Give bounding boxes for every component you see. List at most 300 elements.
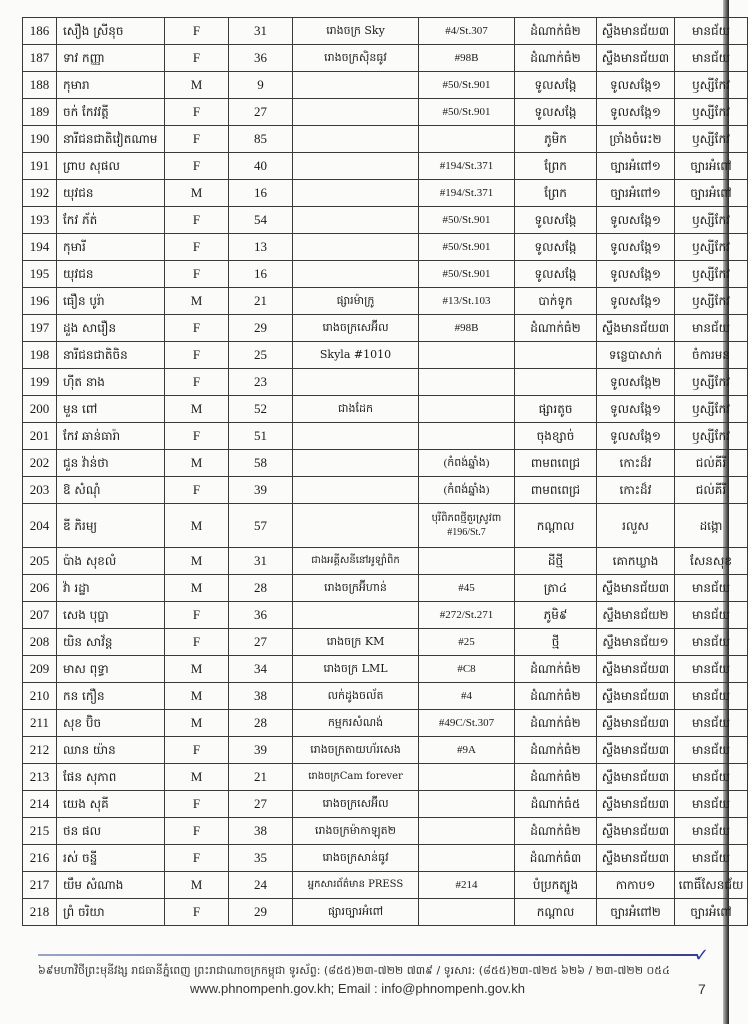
- cell-name: នារីជនជាតិវៀតណាម: [57, 126, 165, 153]
- cell-no: 198: [23, 342, 57, 369]
- cell-name: ប៉ាង សុខលំ: [57, 548, 165, 575]
- cell-district: មានជ័យ: [675, 45, 748, 72]
- cell-name: ឱ សំណុំ: [57, 477, 165, 504]
- table-row: [23, 180, 748, 207]
- cell-village: ថ្មី: [515, 629, 597, 656]
- cell-no: 187: [23, 45, 57, 72]
- cell-work: [293, 72, 419, 99]
- cell-commune: កាកាប១: [597, 872, 675, 899]
- cell-addr: [419, 548, 515, 575]
- cell-name: ដួង សារឿន: [57, 315, 165, 342]
- cell-age: 34: [229, 656, 293, 683]
- cell-sex: M: [165, 710, 229, 737]
- cell-work: [293, 602, 419, 629]
- table-row: [23, 369, 748, 396]
- cell-district: ឫស្សីកែវ: [675, 72, 748, 99]
- cell-village: [515, 369, 597, 396]
- cell-no: 210: [23, 683, 57, 710]
- cell-name: វ៉ា រដ្ឋា: [57, 575, 165, 602]
- cell-work: រោងចក្រស៊ិនធូវ: [293, 45, 419, 72]
- cell-commune: ស្ទឹងមានជ័យ៣: [597, 683, 675, 710]
- table-row: [23, 548, 748, 575]
- cell-age: 85: [229, 126, 293, 153]
- cell-commune: ទូលសង្កែ១: [597, 288, 675, 315]
- table-row: [23, 261, 748, 288]
- cell-addr: [419, 342, 515, 369]
- cell-village: បាក់ទូក: [515, 288, 597, 315]
- cell-age: 51: [229, 423, 293, 450]
- cell-district: មានជ័យ: [675, 656, 748, 683]
- cell-work: [293, 261, 419, 288]
- table-row: [23, 342, 748, 369]
- cell-work: រោងចក្រCam forever: [293, 764, 419, 791]
- cell-village: ផ្សារតូច: [515, 396, 597, 423]
- cell-commune: ទូលសង្កែ១: [597, 207, 675, 234]
- table-row: [23, 575, 748, 602]
- cell-name: នារីជនជាតិចិន: [57, 342, 165, 369]
- cell-addr: #25: [419, 629, 515, 656]
- cell-district: មានជ័យ: [675, 764, 748, 791]
- cell-village: ដំណាក់ធំ២: [515, 683, 597, 710]
- cell-age: 28: [229, 710, 293, 737]
- cell-commune: ទូលសង្កែ២: [597, 369, 675, 396]
- cell-addr: #50/St.901: [419, 72, 515, 99]
- cell-age: 36: [229, 45, 293, 72]
- cell-village: ទូលសង្កែ: [515, 207, 597, 234]
- cell-name: សឿង ស្រីនុច: [57, 18, 165, 45]
- cell-sex: M: [165, 872, 229, 899]
- cell-commune: ស្ទឹងមានជ័យ៣: [597, 710, 675, 737]
- cell-age: 27: [229, 791, 293, 818]
- cell-name: ផែន សុភាព: [57, 764, 165, 791]
- cell-village: ដំណាក់ធំ២: [515, 18, 597, 45]
- cell-commune: ទូលសង្កែ១: [597, 99, 675, 126]
- cell-work: [293, 504, 419, 548]
- cell-commune: ស្ទឹងមានជ័យ៣: [597, 845, 675, 872]
- cell-name: ទាវ កញ្ញា: [57, 45, 165, 72]
- cell-no: 197: [23, 315, 57, 342]
- cell-district: ឫស្សីកែវ: [675, 423, 748, 450]
- cell-commune: ទន្លេបាសាក់: [597, 342, 675, 369]
- cell-village: ព្រែក: [515, 180, 597, 207]
- table-row: [23, 791, 748, 818]
- cell-district: ជល់គីរី: [675, 450, 748, 477]
- cell-age: 40: [229, 153, 293, 180]
- cell-no: 201: [23, 423, 57, 450]
- cell-district: ច្បារអំពៅ: [675, 153, 748, 180]
- cell-work: អ្នកសារព័ត៌មាន PRESS: [293, 872, 419, 899]
- table-row: [23, 872, 748, 899]
- cell-addr-line: #196/St.7: [447, 526, 486, 538]
- cell-work: រោងចក្រម៉ាកាឡុត២: [293, 818, 419, 845]
- cell-age: 39: [229, 737, 293, 764]
- cell-work: ជាងដែក: [293, 396, 419, 423]
- cell-work: ជាងអគ្គីសនីនៅអូឡាំពិក: [293, 548, 419, 575]
- table-row: [23, 683, 748, 710]
- registry-table: [22, 17, 748, 926]
- cell-commune: ទូលសង្កែ១: [597, 261, 675, 288]
- table-row: [23, 450, 748, 477]
- cell-name: ធឿន បូរ៉ា: [57, 288, 165, 315]
- cell-village: ត្រា៤: [515, 575, 597, 602]
- cell-no: 207: [23, 602, 57, 629]
- cell-no: 199: [23, 369, 57, 396]
- table-row: [23, 656, 748, 683]
- cell-addr: #4/St.307: [419, 18, 515, 45]
- cell-addr: #C8: [419, 656, 515, 683]
- table-row: [23, 72, 748, 99]
- cell-no: 211: [23, 710, 57, 737]
- cell-age: 58: [229, 450, 293, 477]
- cell-sex: M: [165, 504, 229, 548]
- cell-commune: ស្ទឹងមានជ័យ៣: [597, 575, 675, 602]
- cell-commune: ទូលសង្កែ១: [597, 423, 675, 450]
- cell-name: មួន ពៅ: [57, 396, 165, 423]
- cell-name: យឹម សំណាង: [57, 872, 165, 899]
- cell-village: [515, 342, 597, 369]
- cell-addr: #49C/St.307: [419, 710, 515, 737]
- footer-web-email: www.phnompenh.gov.kh; Email : info@phnompenh.gov.kh: [190, 981, 526, 996]
- cell-name: យេង សុគី: [57, 791, 165, 818]
- cell-no: 216: [23, 845, 57, 872]
- cell-commune: កោះដ៏វ: [597, 477, 675, 504]
- table-row: [23, 396, 748, 423]
- cell-district: ឫស្សីកែវ: [675, 261, 748, 288]
- cell-addr: #50/St.901: [419, 207, 515, 234]
- cell-sex: M: [165, 396, 229, 423]
- cell-addr: [419, 504, 515, 548]
- cell-name: សេង បុប្ផា: [57, 602, 165, 629]
- cell-district: ដង្កោ: [675, 504, 748, 548]
- cell-name: រស់ ចន្នី: [57, 845, 165, 872]
- table-row: [23, 423, 748, 450]
- cell-district: ឫស្សីកែវ: [675, 234, 748, 261]
- cell-village: ដំណាក់ធំ២: [515, 315, 597, 342]
- cell-no: 214: [23, 791, 57, 818]
- table-row: [23, 737, 748, 764]
- cell-addr: #50/St.901: [419, 234, 515, 261]
- cell-district: ឫស្សីកែវ: [675, 99, 748, 126]
- cell-name: កុមារី: [57, 234, 165, 261]
- cell-commune: ស្ទឹងមានជ័យ៣: [597, 764, 675, 791]
- cell-name: យុវជន: [57, 261, 165, 288]
- cell-district: ឫស្សីកែវ: [675, 126, 748, 153]
- cell-work: [293, 423, 419, 450]
- table-row: [23, 818, 748, 845]
- table-row: [23, 504, 748, 548]
- table-row: [23, 315, 748, 342]
- cell-addr: [419, 764, 515, 791]
- cell-age: 24: [229, 872, 293, 899]
- cell-village: ពាមពពេជ្រ: [515, 477, 597, 504]
- cell-name: ព្រាប សុផល: [57, 153, 165, 180]
- cell-name: កែវ ភ័ត់: [57, 207, 165, 234]
- cell-village: ទូលសង្កែ: [515, 72, 597, 99]
- cell-name: កុមារា: [57, 72, 165, 99]
- cell-sex: F: [165, 126, 229, 153]
- cell-name: សុខ ប៊ិច: [57, 710, 165, 737]
- footer-address: ៦៩មហាវិថីព្រះមុនីវង្ស រាជធានីភ្នំពេញ ព្រះរាជាណាចក្រកម្ពុជា ទូរស័ព្ទ: (៨៥៥)២៣-៧២២ ៧៣៩ / ទូរសារ: (៨៥៥)២៣-៧២៥ ៦២៦ / ២៣-៧២២ ០៥៤: [38, 964, 670, 977]
- cell-village: កណ្ដាល: [515, 899, 597, 926]
- table-row: [23, 899, 748, 926]
- cell-sex: F: [165, 845, 229, 872]
- cell-work: រោងចក្រ Sky: [293, 18, 419, 45]
- cell-sex: M: [165, 450, 229, 477]
- cell-commune: គោកឃ្លាង: [597, 548, 675, 575]
- cell-age: 25: [229, 342, 293, 369]
- cell-commune: កោះដ៏វ: [597, 450, 675, 477]
- cell-sex: F: [165, 18, 229, 45]
- cell-name: យិន សាវ័ន្ត: [57, 629, 165, 656]
- table-row: [23, 45, 748, 72]
- cell-commune: ទូលសង្កែ១: [597, 396, 675, 423]
- cell-age: 13: [229, 234, 293, 261]
- cell-village: បំប្រកត្បូង: [515, 872, 597, 899]
- cell-age: 21: [229, 764, 293, 791]
- cell-no: 195: [23, 261, 57, 288]
- cell-addr: #45: [419, 575, 515, 602]
- cell-village: ចុងខ្សាច់: [515, 423, 597, 450]
- cell-name: ឌី ភិរម្យ: [57, 504, 165, 548]
- cell-age: 31: [229, 548, 293, 575]
- cell-sex: M: [165, 72, 229, 99]
- cell-addr: #50/St.901: [419, 99, 515, 126]
- cell-commune: រលួស: [597, 504, 675, 548]
- cell-name: ចក់ កែវវត្តី: [57, 99, 165, 126]
- cell-age: 38: [229, 683, 293, 710]
- cell-sex: F: [165, 602, 229, 629]
- cell-addr-line: បុរីពិភពថ្មីតួរស្រូវពា: [431, 512, 502, 524]
- cell-name: ឈាន យ៉ាន: [57, 737, 165, 764]
- cell-name: ហ៊ីត នាង: [57, 369, 165, 396]
- cell-district: សែនសុខ: [675, 548, 748, 575]
- cell-work: [293, 153, 419, 180]
- cell-district: ឫស្សីកែវ: [675, 207, 748, 234]
- cell-village: ដំណាក់ធំ២: [515, 45, 597, 72]
- cell-age: 27: [229, 629, 293, 656]
- table-row: [23, 288, 748, 315]
- cell-work: រោងចក្រអ៊ីហាន់: [293, 575, 419, 602]
- cell-sex: F: [165, 45, 229, 72]
- cell-sex: F: [165, 899, 229, 926]
- cell-age: 29: [229, 899, 293, 926]
- cell-work: ផ្សារម៉ាក្រូ: [293, 288, 419, 315]
- cell-addr: [419, 126, 515, 153]
- cell-commune: ស្ទឹងមានជ័យ៣: [597, 18, 675, 45]
- cell-age: 28: [229, 575, 293, 602]
- cell-name: ព្រំ ចរិយា: [57, 899, 165, 926]
- cell-district: ឫស្សីកែវ: [675, 396, 748, 423]
- cell-no: 213: [23, 764, 57, 791]
- cell-addr: #9A: [419, 737, 515, 764]
- cell-sex: F: [165, 423, 229, 450]
- cell-sex: F: [165, 315, 229, 342]
- cell-village: ដំណាក់ធំ៣: [515, 845, 597, 872]
- cell-district: មានជ័យ: [675, 575, 748, 602]
- cell-commune: ស្ទឹងមានជ័យ២: [597, 602, 675, 629]
- cell-sex: F: [165, 207, 229, 234]
- table-row: [23, 710, 748, 737]
- cell-no: 212: [23, 737, 57, 764]
- cell-commune: ទូលសង្កែ១: [597, 72, 675, 99]
- cell-sex: F: [165, 99, 229, 126]
- table-row: [23, 126, 748, 153]
- cell-village: ព្រែក: [515, 153, 597, 180]
- cell-village: ភូមិក: [515, 126, 597, 153]
- cell-work: កម្មករសំណង់: [293, 710, 419, 737]
- cell-no: 186: [23, 18, 57, 45]
- cell-addr: [419, 791, 515, 818]
- cell-no: 203: [23, 477, 57, 504]
- cell-sex: F: [165, 737, 229, 764]
- cell-sex: F: [165, 629, 229, 656]
- cell-sex: F: [165, 818, 229, 845]
- cell-work: Skyla #1010: [293, 342, 419, 369]
- cell-addr: [419, 369, 515, 396]
- cell-commune: ទូលសង្កែ១: [597, 234, 675, 261]
- cell-no: 192: [23, 180, 57, 207]
- cell-sex: M: [165, 575, 229, 602]
- cell-age: 31: [229, 18, 293, 45]
- cell-age: 16: [229, 180, 293, 207]
- cell-no: 189: [23, 99, 57, 126]
- cell-district: ជល់គីរី: [675, 477, 748, 504]
- page-number: 7: [698, 981, 706, 997]
- cell-work: [293, 180, 419, 207]
- cell-age: 35: [229, 845, 293, 872]
- cell-work: [293, 477, 419, 504]
- cell-no: 208: [23, 629, 57, 656]
- cell-sex: M: [165, 288, 229, 315]
- cell-district: មានជ័យ: [675, 18, 748, 45]
- cell-work: [293, 99, 419, 126]
- cell-sex: F: [165, 791, 229, 818]
- cell-work: រោងចក្រតាយហ័រសេង: [293, 737, 419, 764]
- cell-village: ទូលសង្កែ: [515, 99, 597, 126]
- cell-village: ដំណាក់ធំ៥: [515, 791, 597, 818]
- cell-age: 29: [229, 315, 293, 342]
- cell-name: មាស ពុទ្ធា: [57, 656, 165, 683]
- cell-village: ដំណាក់ធំ២: [515, 818, 597, 845]
- cell-age: 21: [229, 288, 293, 315]
- cell-addr: [419, 845, 515, 872]
- footer-divider: [38, 954, 698, 956]
- cell-no: 193: [23, 207, 57, 234]
- signature-mark-icon: ✓: [694, 945, 710, 966]
- cell-district: មានជ័យ: [675, 818, 748, 845]
- cell-addr: #194/St.371: [419, 153, 515, 180]
- cell-work: [293, 234, 419, 261]
- cell-sex: F: [165, 153, 229, 180]
- cell-sex: F: [165, 234, 229, 261]
- cell-district: ចំការមន: [675, 342, 748, 369]
- cell-addr: #194/St.371: [419, 180, 515, 207]
- cell-commune: ស្ទឹងមានជ័យ៣: [597, 45, 675, 72]
- cell-commune: ស្ទឹងមានជ័យ៣: [597, 656, 675, 683]
- cell-addr: [419, 899, 515, 926]
- cell-village: ទូលសង្កែ: [515, 261, 597, 288]
- cell-no: 209: [23, 656, 57, 683]
- cell-work: រោងចក្រសេអ៊ីល: [293, 315, 419, 342]
- cell-sex: M: [165, 683, 229, 710]
- cell-village: ទូលសង្កែ: [515, 234, 597, 261]
- cell-age: 38: [229, 818, 293, 845]
- cell-commune: ស្ទឹងមានជ័យ១: [597, 629, 675, 656]
- cell-sex: M: [165, 656, 229, 683]
- cell-no: 191: [23, 153, 57, 180]
- cell-sex: F: [165, 369, 229, 396]
- cell-sex: M: [165, 548, 229, 575]
- cell-commune: ច្រាំងចំរេះ២: [597, 126, 675, 153]
- cell-sex: M: [165, 180, 229, 207]
- cell-commune: ស្ទឹងមានជ័យ៣: [597, 315, 675, 342]
- cell-work: រោងចក្រ LML: [293, 656, 419, 683]
- registry-table-body: [23, 18, 748, 926]
- cell-work: [293, 207, 419, 234]
- cell-name: ថន ផល: [57, 818, 165, 845]
- cell-addr: #98B: [419, 315, 515, 342]
- cell-name: កែវ ឆាន់ធារ៉ា: [57, 423, 165, 450]
- cell-district: មានជ័យ: [675, 710, 748, 737]
- cell-village: ពាមពពេជ្រ: [515, 450, 597, 477]
- cell-addr: [419, 396, 515, 423]
- cell-district: មានជ័យ: [675, 737, 748, 764]
- cell-district: មានជ័យ: [675, 791, 748, 818]
- cell-name: យុវជន: [57, 180, 165, 207]
- cell-district: ឫស្សីកែវ: [675, 288, 748, 315]
- cell-age: 9: [229, 72, 293, 99]
- cell-village: ភូមិ៩: [515, 602, 597, 629]
- cell-work: រោងចក្រសាន់ធូវ: [293, 845, 419, 872]
- cell-village: ដំណាក់ធំ២: [515, 764, 597, 791]
- cell-addr: #4: [419, 683, 515, 710]
- cell-district: មានជ័យ: [675, 683, 748, 710]
- cell-no: 200: [23, 396, 57, 423]
- cell-district: មានជ័យ: [675, 845, 748, 872]
- cell-work: [293, 369, 419, 396]
- table-row: [23, 764, 748, 791]
- cell-no: 217: [23, 872, 57, 899]
- cell-district: ពោធិ៍សែនជ័យ: [675, 872, 748, 899]
- cell-no: 188: [23, 72, 57, 99]
- cell-work: រោងចក្រ KM: [293, 629, 419, 656]
- cell-village: កណ្ដាល: [515, 504, 597, 548]
- cell-work: [293, 126, 419, 153]
- cell-commune: ច្បារអំពៅ២: [597, 899, 675, 926]
- cell-no: 194: [23, 234, 57, 261]
- table-row: [23, 845, 748, 872]
- cell-addr: #13/St.103: [419, 288, 515, 315]
- cell-addr: #214: [419, 872, 515, 899]
- cell-commune: ស្ទឹងមានជ័យ៣: [597, 818, 675, 845]
- table-row: [23, 207, 748, 234]
- cell-addr: (កំពង់ឆ្នាំង): [419, 477, 515, 504]
- cell-village: ដំណាក់ធំ២: [515, 710, 597, 737]
- table-row: [23, 602, 748, 629]
- cell-district: មានជ័យ: [675, 629, 748, 656]
- cell-addr: (កំពង់ឆ្នាំង): [419, 450, 515, 477]
- cell-no: 196: [23, 288, 57, 315]
- cell-no: 190: [23, 126, 57, 153]
- cell-sex: F: [165, 261, 229, 288]
- cell-age: 52: [229, 396, 293, 423]
- cell-addr: #98B: [419, 45, 515, 72]
- cell-commune: ច្បារអំពៅ១: [597, 180, 675, 207]
- cell-no: 218: [23, 899, 57, 926]
- cell-work: រោងចក្រសេអ៊ីល: [293, 791, 419, 818]
- cell-sex: F: [165, 342, 229, 369]
- cell-name: កន កឿន: [57, 683, 165, 710]
